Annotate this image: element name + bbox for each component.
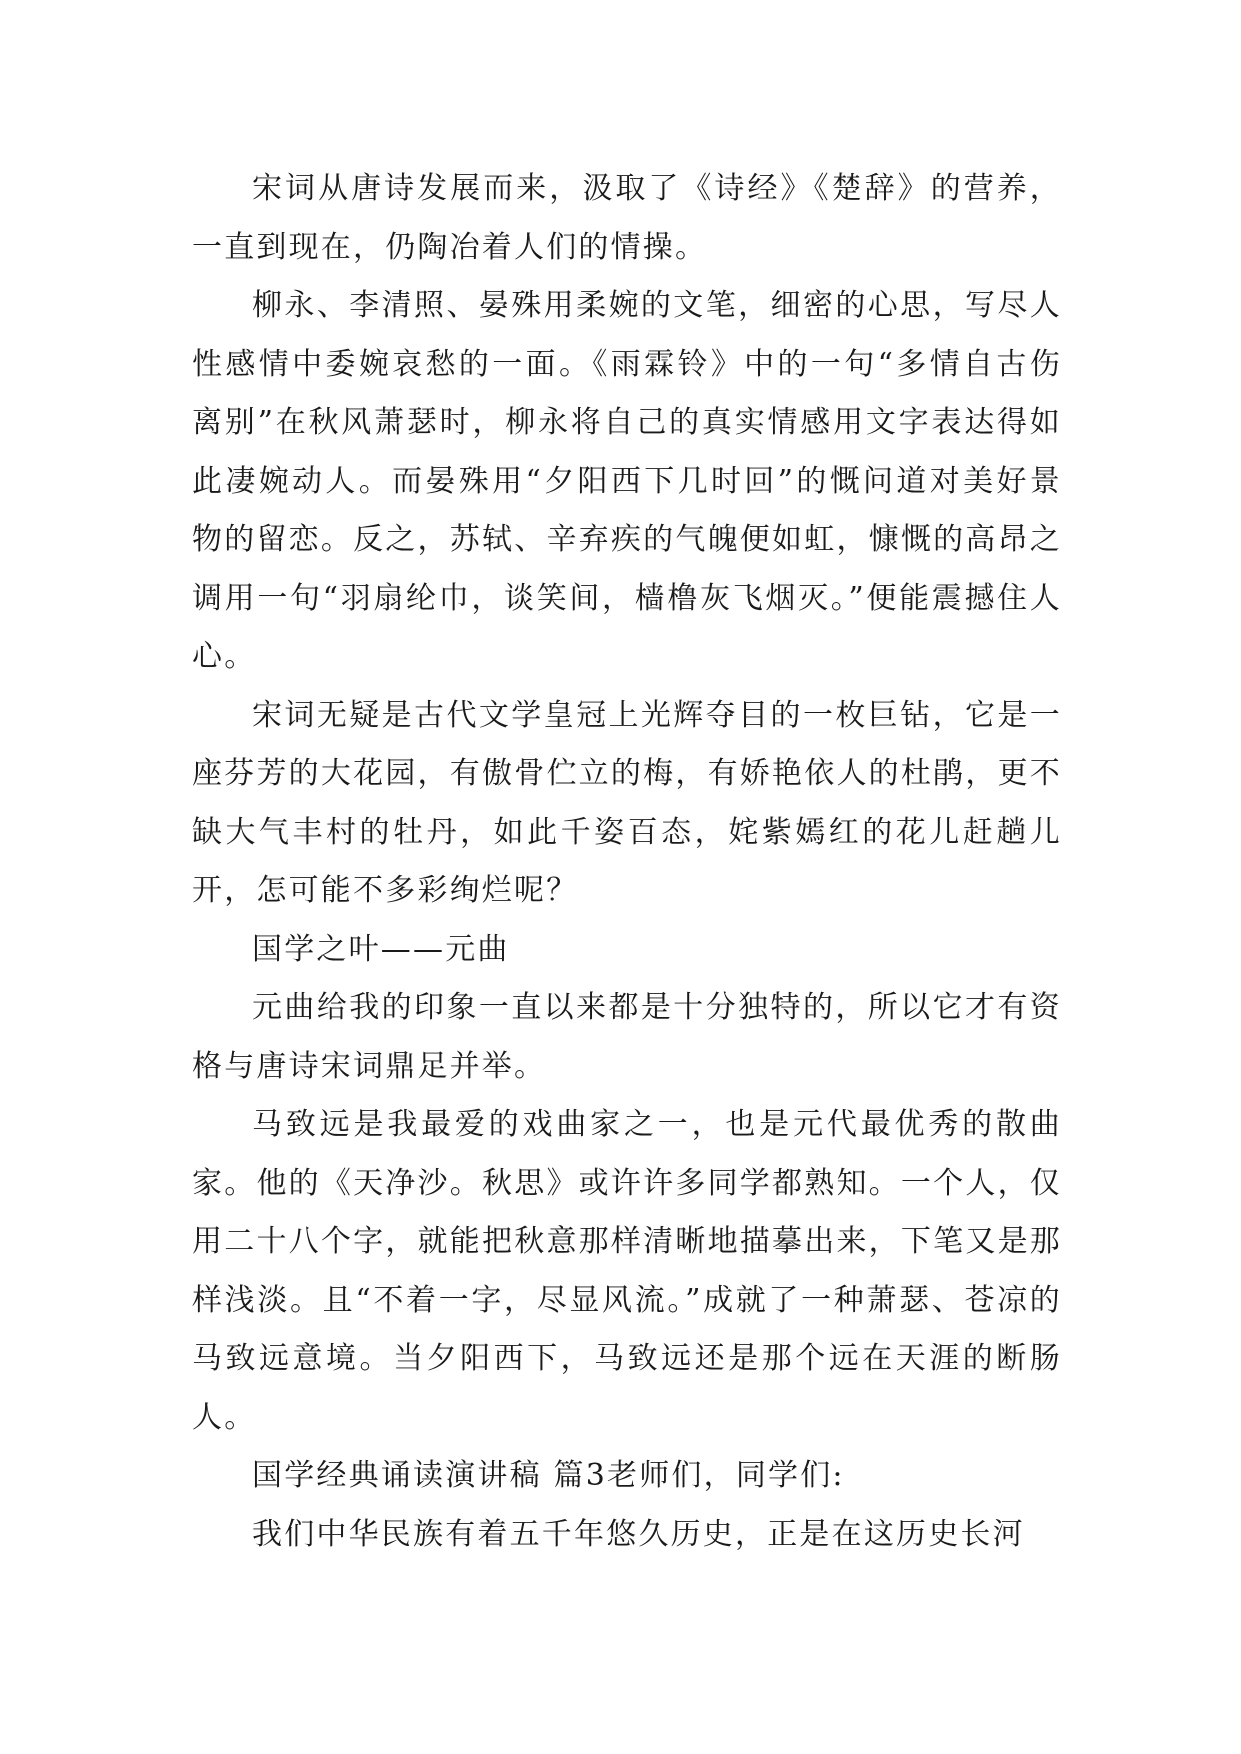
paragraph-ma-zhiyuan: 马致远是我最爱的戏曲家之一，也是元代最优秀的散曲家。他的《天净沙。秋思》或许许多同学都熟知。一个人，仅用二十八个字，就能把秋意那样清晰地描摹出来，下笔又是那样浅淡。且“不着一字，尽显风流。”成就了一种萧瑟、苍凉的马致远意境。当夕阳西下，马致远还是那个远在天涯的断肠人。: [192, 1107, 1062, 1435]
paragraph-yuan-qu-impression: 元曲给我的印象一直以来都是十分独特的，所以它才有资格与唐诗宋词鼎足并举。: [192, 990, 1062, 1084]
paragraph-song-ci-origin: 宋词从唐诗发展而来，汲取了《诗经》《楚辞》的营养，一直到现在，仍陶冶着人们的情操。: [192, 171, 1062, 265]
paragraph-chinese-history: 我们中华民族有着五千年悠久历史，正是在这历史长河: [252, 1516, 1025, 1552]
section-heading-speech-3: 国学经典诵读演讲稿 篇3老师们，同学们:: [252, 1458, 845, 1493]
document-body: [192, 160, 1062, 1564]
section-heading-yuan-qu: 国学之叶——元曲: [252, 931, 510, 967]
paragraph-song-ci-garden: 宋词无疑是古代文学皇冠上光辉夺目的一枚巨钻，它是一座芬芳的大花园，有傲骨伫立的梅，有娇艳依人的杜鹃，更不缺大气丰村的牡丹，如此千姿百态，姹紫嫣红的花儿赶趟儿开，怎可能不多彩绚烂呢？: [192, 697, 1062, 908]
paragraph-song-ci-poets: 柳永、李清照、晏殊用柔婉的文笔，细密的心思，写尽人性感情中委婉哀愁的一面。《雨霖铃》中的一句“多情自古伤离别”在秋风萧瑟时，柳永将自己的真实情感用文字表达得如此凄婉动人。而晏殊用“夕阳西下几时回”的慨问道对美好景物的留恋。反之，苏轼、辛弃疾的气魄便如虹，慷慨的高昂之调用一句“羽扇纶巾，谈笑间，樯橹灰飞烟灭。”便能震撼住人心。: [192, 288, 1062, 674]
